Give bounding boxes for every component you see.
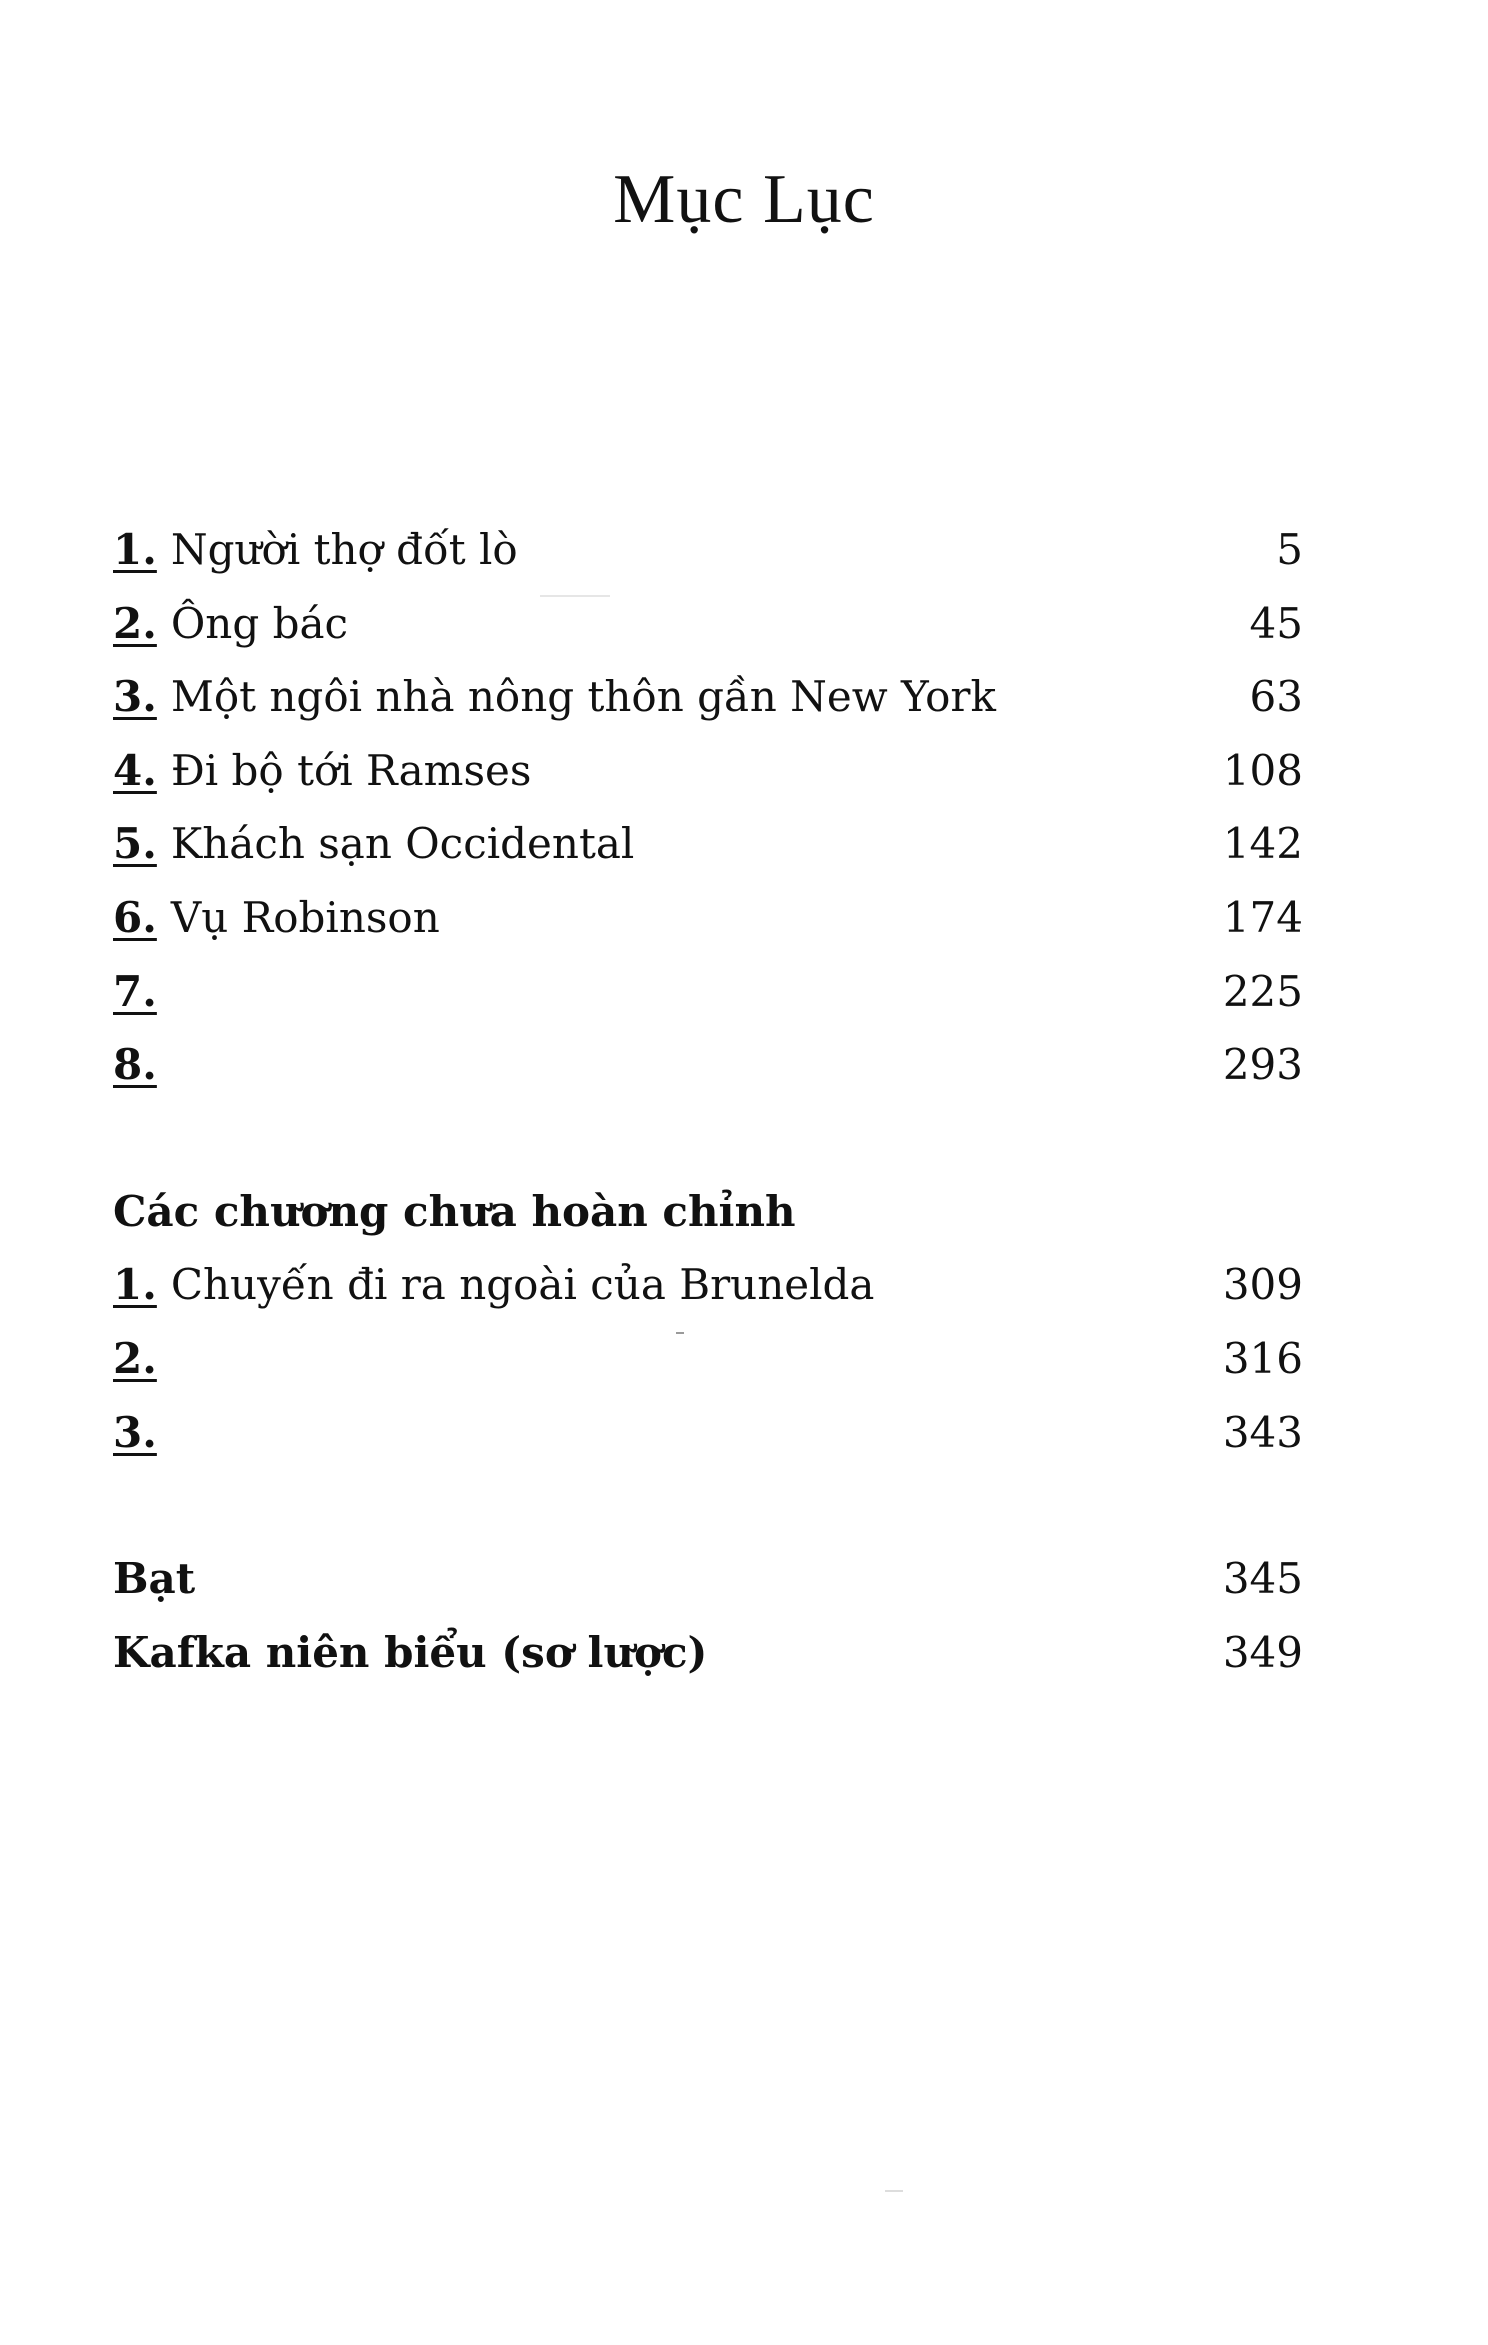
unfinished-chapters-heading: Các chương chưa hoàn chỉnh: [113, 1186, 796, 1236]
toc-entry-chronology[interactable]: [113, 1616, 1303, 1690]
chapter-number: 6.: [113, 892, 157, 942]
chapter-title: Ông bác: [170, 598, 349, 648]
toc-entry-chapter-1[interactable]: [113, 513, 1303, 587]
page-number: 142: [1222, 819, 1303, 869]
page-number: 45: [1249, 598, 1303, 648]
scan-speck: [676, 1332, 684, 1334]
chapter-number: 8.: [113, 1040, 157, 1090]
page-number: 316: [1222, 1333, 1303, 1383]
page-number: 349: [1222, 1627, 1303, 1677]
chapter-title: Vụ Robinson: [170, 892, 440, 942]
page-title: Mục Lục: [613, 161, 875, 238]
page-number: 293: [1222, 1040, 1303, 1090]
toc-entry-chapter-7[interactable]: [113, 955, 1303, 1029]
toc-entry-chapter-8[interactable]: [113, 1028, 1303, 1102]
chapter-title: Chuyến đi ra ngoài của Brunelda: [170, 1260, 875, 1310]
chapter-number: 7.: [113, 966, 157, 1016]
chapter-title: Khách sạn Occidental: [170, 819, 635, 869]
table-of-contents: [113, 513, 1303, 1689]
page-number: 345: [1222, 1554, 1303, 1604]
chapter-number: 1.: [113, 1260, 157, 1310]
toc-entry-chapter-6[interactable]: [113, 881, 1303, 955]
toc-entry-unfinished-2[interactable]: [113, 1322, 1303, 1396]
chapter-title: Một ngôi nhà nông thôn gần New York: [170, 672, 996, 722]
scan-speck: [885, 2190, 903, 2192]
page-number: 63: [1249, 672, 1303, 722]
chapter-number: 3.: [113, 672, 157, 722]
chapter-number: 5.: [113, 819, 157, 869]
toc-entry-chapter-5[interactable]: [113, 807, 1303, 881]
chapter-number: 3.: [113, 1407, 157, 1457]
toc-entry-unfinished-3[interactable]: [113, 1396, 1303, 1470]
appendix-title: Bạt: [113, 1554, 196, 1604]
page-number: 5: [1276, 525, 1303, 574]
toc-entry-unfinished-1[interactable]: [113, 1248, 1303, 1322]
toc-entry-afterword[interactable]: [113, 1542, 1303, 1616]
page-number: 343: [1222, 1407, 1303, 1457]
page-number: 309: [1222, 1260, 1303, 1310]
chapter-number: 4.: [113, 745, 157, 795]
chapter-title: Đi bộ tới Ramses: [170, 745, 532, 795]
section-spacer: [113, 1102, 1303, 1175]
page-number: 225: [1222, 966, 1303, 1016]
page-number: 108: [1222, 745, 1303, 795]
toc-entry-chapter-2[interactable]: [113, 587, 1303, 661]
section-spacer: [113, 1469, 1303, 1542]
chapter-number: 2.: [113, 598, 157, 648]
chapter-number: 1.: [113, 525, 157, 574]
chapter-number: 2.: [113, 1333, 157, 1383]
toc-entry-chapter-4[interactable]: [113, 734, 1303, 808]
toc-entry-chapter-3[interactable]: [113, 660, 1303, 734]
page-number: 174: [1222, 892, 1303, 942]
appendix-title: Kafka niên biểu (sơ lược): [113, 1627, 708, 1677]
scan-speck: [540, 595, 610, 597]
chapter-title: Người thợ đốt lò: [170, 525, 518, 574]
